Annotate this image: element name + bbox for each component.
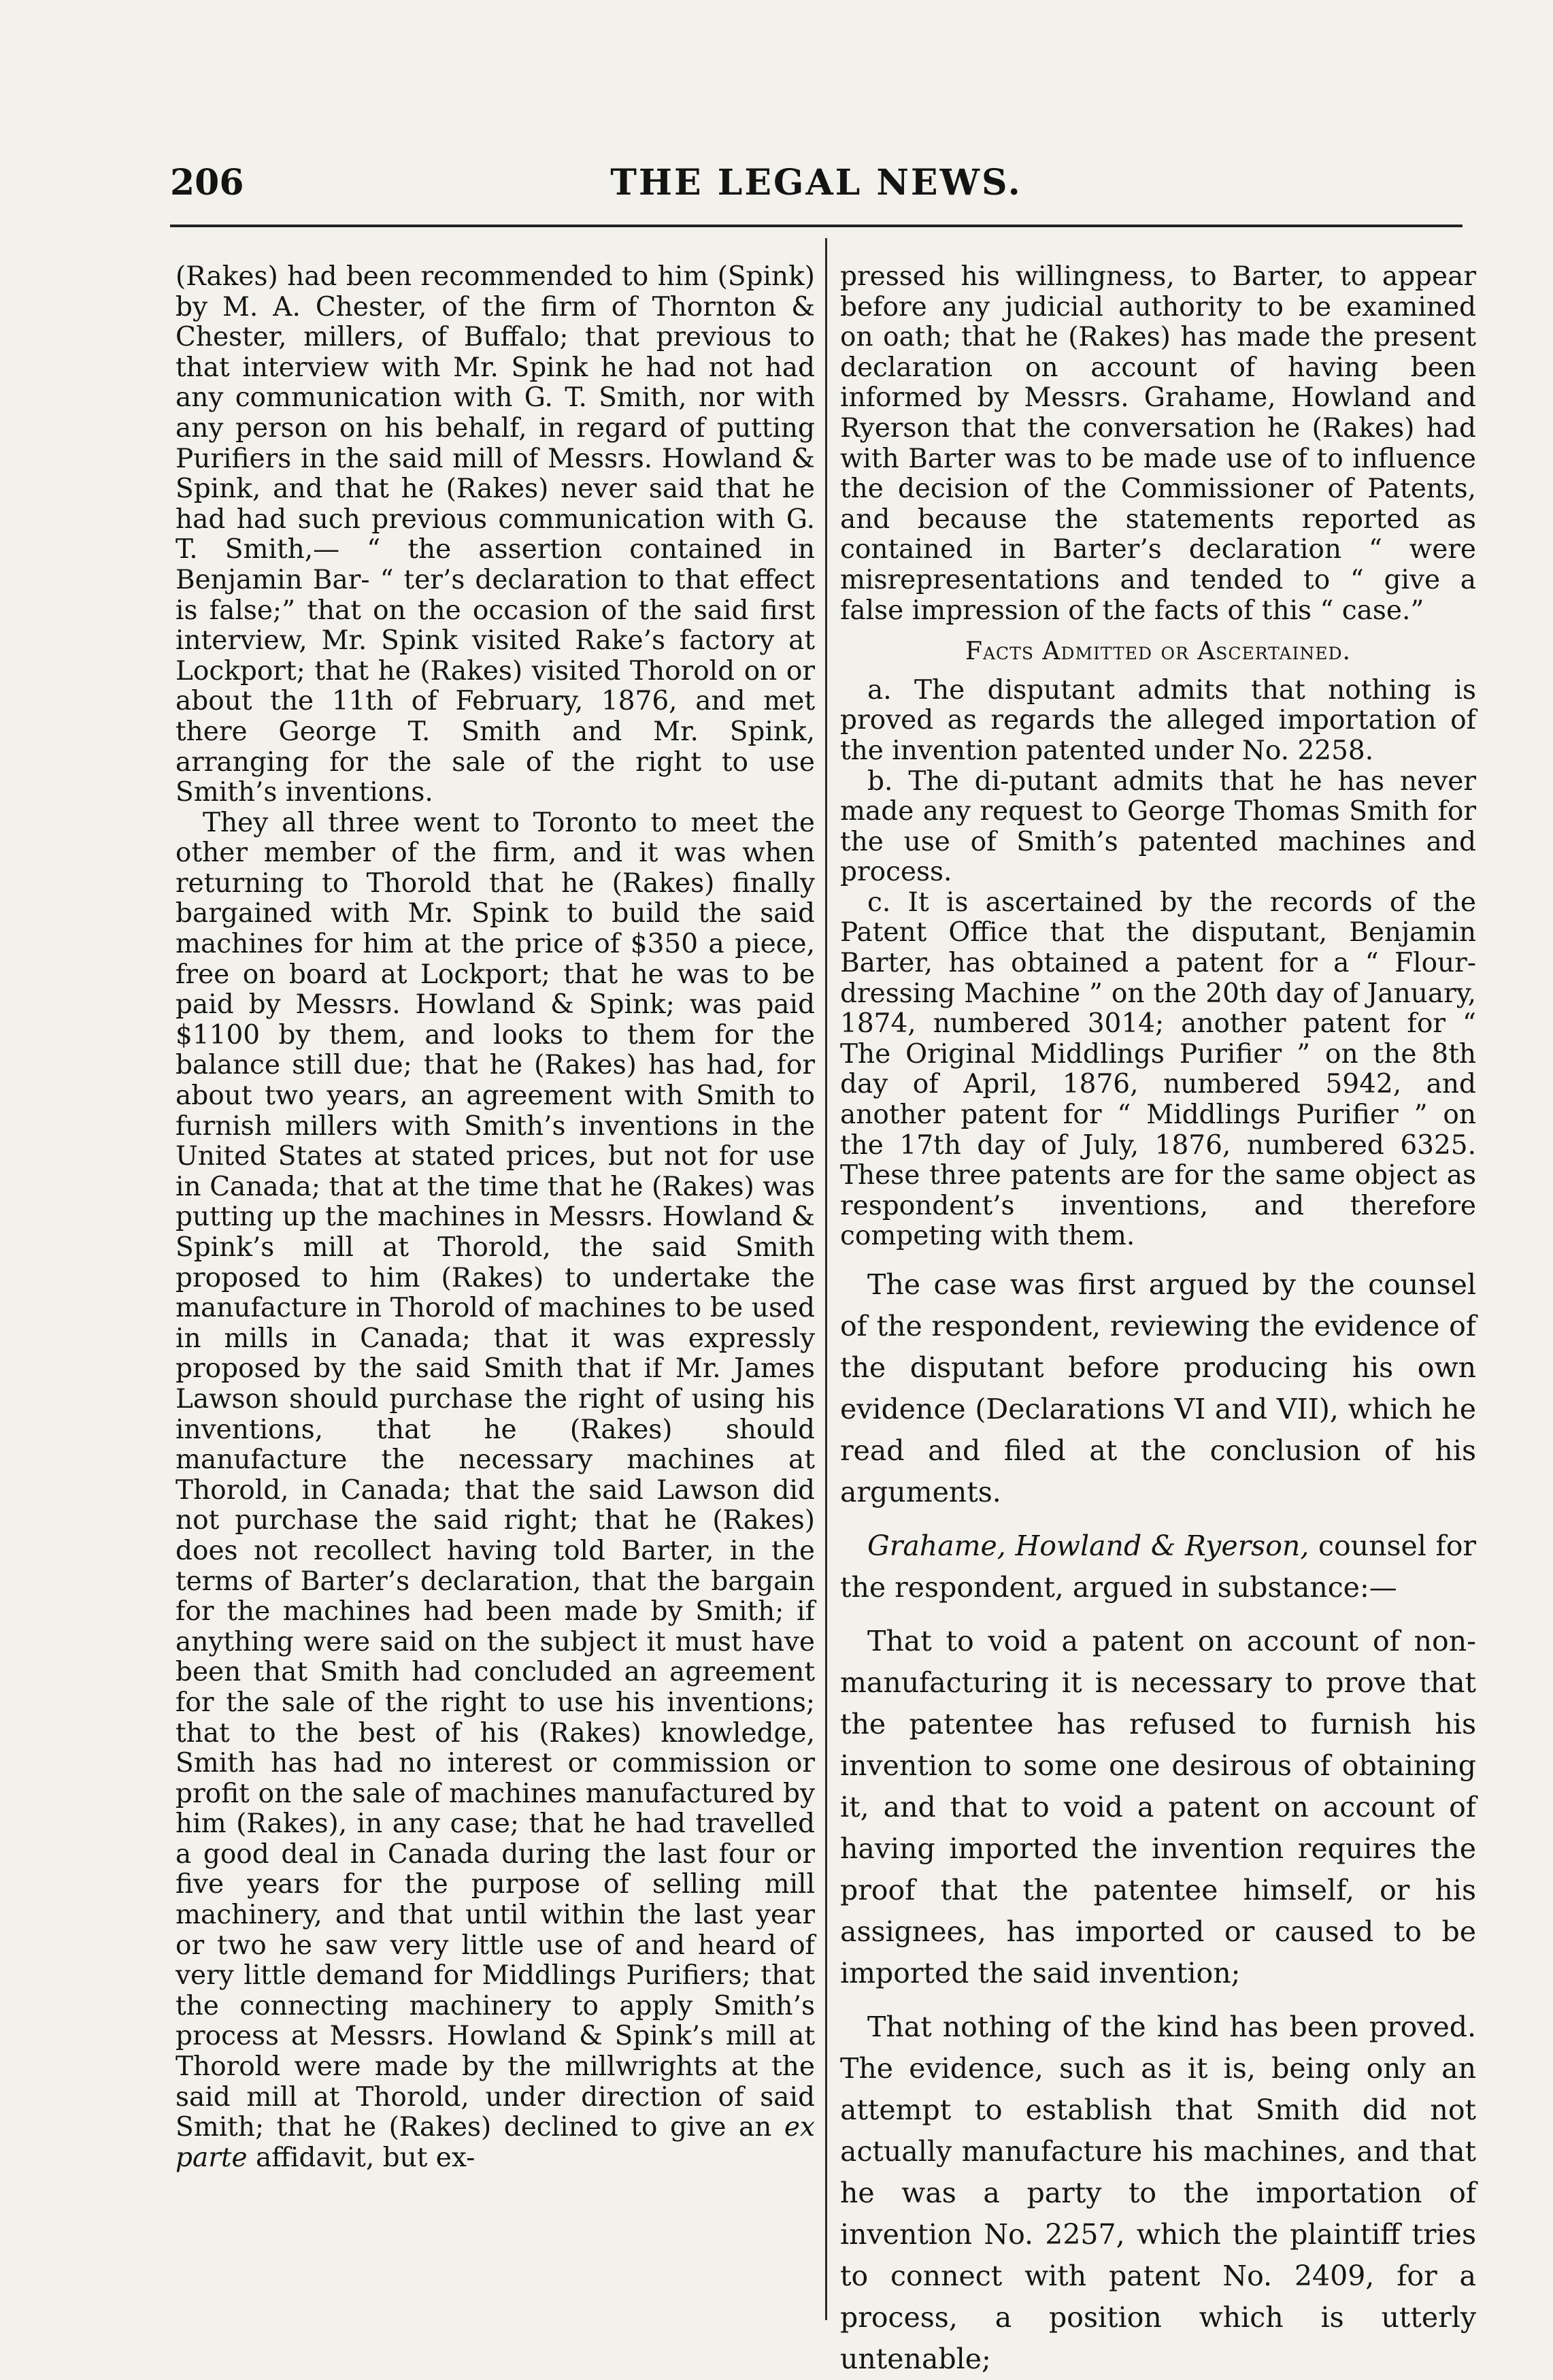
counsel-names: Grahame, Howland & Ryerson, [867, 1530, 1309, 1562]
left-column [176, 262, 815, 2173]
header-rule [170, 225, 1463, 227]
paragraph: pressed his willingness, to Barter, to appear before any judicial authority to be examined on oath; that he (Rakes) has made the present declaration on account of having been informed by Messrs. Grahame, Howland and Ryerson that the conversation he (Rakes) had with Barter was to be made use of to influence the decision of the Commissioner of Patents, and because the statements reported as contained in Barter’s declaration “ were misrepresentations and tended to “ give a false impression of the facts of this “ case.” [840, 261, 1476, 626]
page-header [170, 162, 1463, 216]
fact-item: b. The di-putant admits that he has never made any request to George Thomas Smith for the use of Smith’s patented machines and process. [840, 765, 1476, 888]
argument-paragraph: That to void a patent on account of non-manufacturing it is necessary to prove that the patentee has refused to furnish his invention to some one desirous of obtaining it, and that to void a patent on account of having imported the invention requires the proof that the patentee himself, or his assignees, has imported or caused to be imported the said invention; [840, 1625, 1476, 1989]
paragraph: (Rakes) had been recommended to him (Spink) by M. A. Chester, of the firm of Thornton & Chester, millers, of Buffalo; that previous to that interview with Mr. Spink he had not had any communication with G. T. Smith, nor with any person on his behalf, in regard of putting Purifiers in the said mill of Messrs. Howland & Spink, and that he (Rakes) never said that he had had such previous communication with G. T. Smith,— “ the assertion contained in Benjamin Bar- “ ter’s declaration to that effect is false;” that on the occasion of the said first interview, Mr. Spink visited Rake’s factory at Lockport; that he (Rakes) visited Thorold on or about the 11th of February, 1876, and met there George T. Smith and Mr. Spink, arranging for the sale of the right to use Smith’s inventions. [176, 261, 815, 808]
section-heading: Facts Admitted or Ascertained. [965, 638, 1351, 666]
paragraph-text: counsel for the respondent, argued in substance:— [840, 1530, 1476, 1604]
italic-phrase: ex parte [176, 2112, 815, 2173]
running-title: THE LEGAL NEWS. [610, 162, 1022, 203]
paragraph-text: They all three went to Toronto to meet the other member of the firm, and it was when returning to Thorold that he (Rakes) finally bargained with Mr. Spink to build the said machines for him at the price of $350 a piece, free on board at Lockport; that he was to be paid by Messrs. Howland & Spink; was paid $1100 by them, and looks to them for the balance still due; that he (Rakes) has had, for about two years, an agreement with Smith to furnish millers with Smith’s inventions in the United States at stated prices, but not for use in Canada; that at the time that he (Rakes) was putting up the machines in Messrs. Howland & Spink’s mill at Thorold, the said Smith proposed to him (Rakes) to undertake the manufacture in Thorold of machines to be used in mills in Canada; that it was expressly proposed by the said Smith that if Mr. James Lawson should purchase the right of using his inventions, that he (Rakes) should manufacture the necessary machines at Thorold, in Canada; that the said Lawson did not purchase the said right; that he (Rakes) does not recollect having told Barter, in the terms of Barter’s declaration, that the bargain for the machines had been made by Smith; if anything were said on the subject it must have been that Smith had concluded an agreement for the sale of the right to use his inventions; that to the best of his (Rakes) knowledge, Smith has had no interest or commission or profit on the sale of machines manufactured by him (Rakes), in any case; that he had travelled a good deal in Canada during the last four or five years for the purpose of selling mill machinery, and that until within the last year or two he saw very little use of and heard of very little demand for Middlings Purifiers; that the connecting machinery to apply Smith’s process at Messrs. Howland & Spink’s mill at Thorold were made by the millwrights at the said mill at Thorold, under direction of said Smith; that he (Rakes) declined to give an [176, 807, 815, 2143]
fact-item: a. The disputant admits that nothing is proved as regards the alleged importation of the invention patented under No. 2258. [840, 674, 1476, 766]
fact-item: c. It is ascertained by the records of the Patent Office that the disputant, Benjamin Barter, has obtained a patent for a “ Flour-dressing Machine ” on the 20th day of January, 1874, numbered 3014; another patent for “ The Original Middlings Purifier ” on the 8th day of April, 1876, numbered 5942, and another patent for “ Middlings Purifier ” on the 17th day of July, 1876, numbered 6325. These three patents are for the same object as respondent’s inventions, and therefore competing with them. [840, 887, 1476, 1252]
paragraph-text: affidavit, but ex- [247, 2142, 475, 2173]
paragraph: The case was first argued by the counsel of the respondent, reviewing the evidence of the disputant before producing his own evidence (Declarations VI and VII), which he read and filed at the conclusion of his arguments. [840, 1268, 1476, 1508]
argument-paragraph: That nothing of the kind has been proved. The evidence, such as it is, being only an attempt to establish that Smith did not actually manufacture his machines, and that he was a party to the importation of invention No. 2257, which the plaintiff tries to connect with patent No. 2409, for a process, a position which is utterly untenable; [840, 2011, 1476, 2375]
column-divider [825, 238, 827, 2320]
paragraph [176, 808, 815, 2174]
paragraph [840, 1525, 1476, 1608]
right-column [840, 262, 1476, 2380]
page-number: 206 [170, 162, 244, 203]
